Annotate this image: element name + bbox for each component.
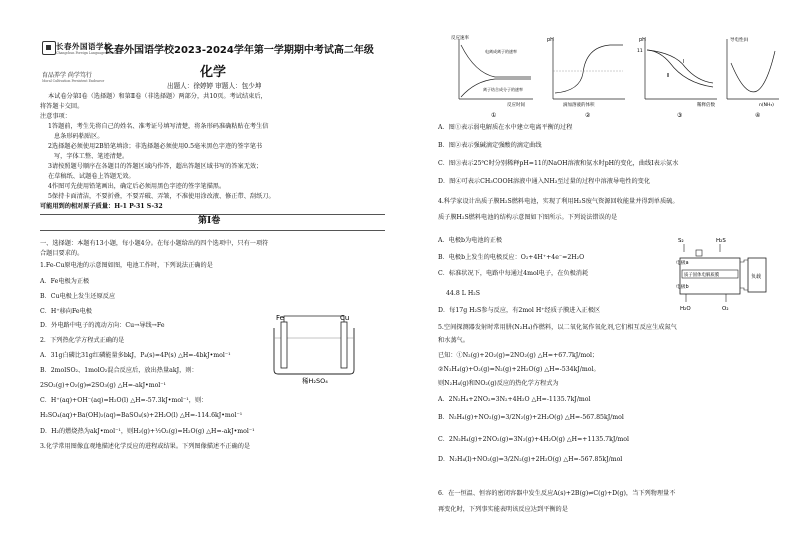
question-6: 6．在一恒温、恒容的密闭容器中发生反应A(s)+2B(g)⇌C(g)+D(g)，当下列物理量不 (438, 490, 676, 497)
left-column (40, 0, 395, 560)
logo-name: 长春外国语学校 (56, 42, 112, 51)
load-label: 负载 (751, 274, 762, 280)
option-continued: 44.8 L H₂S (446, 290, 480, 297)
authors: 出题人：徐婷婷 审题人：包少坤 (167, 82, 262, 90)
g2-xlabel: 滴加溶液的体积 (563, 103, 595, 108)
option: D．N₂H₄(l)+NO₂(g)=3/2N₂(g)+2H₂O(g) △H=-567.85kJ/mol (438, 456, 623, 463)
g1-lower-label: 离子结合成分子的速率 (483, 87, 523, 92)
instruction-line: 2选择题必须使用2B铅笔填涂；非选择题必须使用0.5毫米黑色字迹的签字笔书 (48, 143, 263, 150)
equation: 已知：①N₂(g)+2O₂(g)=2NO₂(g) △H=+67.7kJ/mol； (438, 352, 599, 359)
galvanic-cell-figure (266, 312, 362, 384)
option: A．2N₂H₄+2NO₂=3N₂+4H₂O △H=-1135.7kJ/mol (438, 396, 591, 403)
h2s-label: H₂S (716, 238, 726, 244)
option: B．Cu电极上发生还原反应 (40, 293, 116, 300)
o2-label: O₂ (722, 306, 729, 312)
option: C．2N₂H₄(g)+2NO₂(g)=3N₂(g)+4H₂O(g) △H=+1135.7kJ/mol (438, 436, 629, 443)
cu-label: Cu (340, 314, 350, 322)
logo-subtitle: Changchun Foreign Languages School (56, 51, 119, 55)
g3-number: ③ (677, 112, 683, 119)
subject-title: 化学 (200, 65, 227, 80)
option: B．图②表示强碱滴定强酸的滴定曲线 (438, 142, 542, 149)
option: A．Fe电极为正极 (40, 278, 90, 285)
instruction-line: 1答题前，考生先将自己的姓名、准考证号填写清楚，将条形码准确粘贴在考生信 (48, 123, 269, 130)
divider (40, 230, 385, 231)
question-line: 一、选择题：本题有13小题，每小题4分。在每小题给出的四个选项中，只有一项符 (40, 240, 269, 247)
exam-title: 长春外国语学校2023-2024学年第一学期期中考试高二年级 (104, 45, 374, 56)
fuel-cell-figure (676, 232, 782, 312)
instruction-line: 在草稿纸、试题卷上答题无效。 (48, 173, 135, 180)
logo-motto: 育品养学 尚学笃行 (42, 72, 92, 79)
option: D．图④可表示CH₃COOH溶液中通入NH₃至过量的过程中溶液导电性的变化 (438, 178, 651, 185)
electrode-b-label: 电极b (676, 285, 689, 290)
option: D．H₂的燃烧热为akJ•mol⁻¹，则H₂(g)+½O₂(g)=H₂O(g) △H=-akJ•mol⁻¹ (40, 428, 255, 435)
g2-number: ② (585, 112, 591, 119)
logo-motto-en: Moral Cultivation Persistent Endeavor (42, 79, 105, 83)
g1-upper-label: 电离成离子的速率 (485, 49, 517, 54)
instruction-line: 写，字体工整、笔迹清楚。 (54, 153, 129, 160)
option: A．31g白磷比31g红磷能量多bkJ，P₄(s)=4P(s) △H=-4bkJ•mol⁻¹ (40, 352, 231, 359)
option: B．N₂H₄(g)+NO₂(g)=3/2N₂(g)+2H₂O(g) △H=-567.85kJ/mol (438, 414, 624, 421)
instruction-line: 息条形码粘贴区。 (54, 133, 104, 140)
option: C．标准状况下，电路中每通过4mol电子，在负极消耗 (438, 270, 589, 277)
g3-ylabel: pH (639, 37, 646, 43)
g3-tick: 11 (637, 49, 643, 54)
instruction-line: 4作图可先使用铅笔画出，确定后必须用黑色字迹的签字笔描黑。 (48, 183, 226, 190)
g1-xlabel: 反应时间 (507, 103, 525, 108)
option: C．H⁺(aq)+OH⁻(aq)=H₂O(l) △H=-57.3kJ•mol⁻¹，则： (40, 397, 208, 404)
equation: H₂SO₄(aq)+Ba(OH)₂(aq)=BaSO₄(s)+2H₂O(l) △H=-114.6kJ•mol⁻¹ (40, 412, 243, 419)
membrane-label: 质子固体电解质膜 (684, 273, 720, 278)
electrode-a-label: 电极a (676, 261, 689, 266)
question-5: 5.空间探测器发射时常用肼(N₂H₄)作燃料，以二氧化氮作氧化剂,它们相互反应生成氮气 (438, 324, 677, 331)
option: C．图③表示25℃时分别稀释pH=11的NaOH溶液和氨水时pH的变化，曲线Ⅰ表示氨水 (438, 160, 679, 167)
option: B．2molSO₂、1molO₂混合反应后，放出热量akJ，则： (40, 367, 198, 374)
option: B．电极b上发生的电极反应：O₂+4H⁺+4e⁻=2H₂O (438, 254, 585, 261)
question-line: 和水蒸气。 (438, 337, 469, 344)
option: D．每17g H₂S参与反应，有2mol H⁺经质子膜进入正极区 (438, 307, 601, 314)
h2o-label: H₂O (680, 306, 691, 312)
option: D．外电路中电子的流动方向：Cu→导线→Fe (40, 322, 165, 329)
option: A．电极b为电池的正极 (438, 237, 503, 244)
question-2: 2．下列热化学方程式正确的是 (40, 337, 125, 344)
question-line: 合题目要求的。 (40, 250, 84, 257)
instruction-line: 本试卷分第Ⅰ卷（选择题）和第Ⅱ卷（非选择题）两部分，共10页。考试结束后， (48, 93, 267, 100)
instruction-line: 3请按照题号顺序在各题目的答题区域内作答，超出答题区域书写的答案无效； (48, 163, 263, 170)
fe-label: Fe (276, 314, 284, 322)
g4-xlabel: n(NH₃) (759, 103, 774, 108)
g3-curve-i: Ⅰ (683, 59, 685, 65)
equation: ②N₂H₄(g)+O₂(g)=N₂(g)+2H₂O(g) △H=-534kJ/mol。 (438, 366, 600, 373)
g3-curve-ii: Ⅱ (667, 73, 670, 79)
g1-number: ① (491, 112, 497, 119)
g4-ylabel: 导电性(I) (730, 38, 749, 43)
s2-label: S₂ (678, 238, 684, 244)
question-line: 质子膜H₂S燃料电池的结构示意图如下图所示。下列说法错误的是 (438, 214, 618, 221)
equation: 2SO₂(g)+O₂(g)⇌2SO₃(g) △H=-akJ•mol⁻¹ (40, 382, 167, 389)
divider (40, 214, 385, 215)
question-4: 4.科学家设计出质子膜H₂S燃料电池，实现了利用H₂S废气资源回收能量并得到单质硫。 (438, 198, 679, 205)
part-title: 第Ⅰ卷 (198, 216, 221, 226)
g4-number: ④ (755, 112, 761, 119)
option: A．图①表示弱电解质在水中建立电离平衡的过程 (438, 124, 573, 131)
question-line: 再变化时，下列事实能表明该反应达到平衡的是 (438, 506, 568, 513)
g3-xlabel: 稀释倍数 (697, 103, 715, 108)
acid-label: 稀H₂SO₄ (302, 377, 328, 384)
instruction-line: 注意事项： (40, 113, 71, 120)
question-line: 则N₂H₄(g)和NO₂(g)反应的热化学方程式为 (438, 380, 559, 387)
g2-ylabel: pH (547, 37, 554, 43)
option: C．H⁺移向Fe电极 (40, 308, 92, 315)
instruction-line: 将答题卡交回。 (40, 103, 84, 110)
instruction-line: 5保持卡面清洁，不要折叠，不要弄破、弄皱，不准使用涂改液、修正带、刮纸刀。 (48, 193, 275, 200)
question-1: 1.Fe-Cu原电池的示意图如图，电池工作时，下列说法正确的是 (40, 262, 213, 269)
g1-ylabel: 反应速率 (451, 36, 469, 41)
atomic-mass-line: 可能用到的相对原子质量：H-1 P-31 S-32 (40, 203, 163, 210)
question-3: 3.化学常用图像直观地描述化学反应的进程或结果。下列图像描述不正确的是 (40, 443, 251, 450)
